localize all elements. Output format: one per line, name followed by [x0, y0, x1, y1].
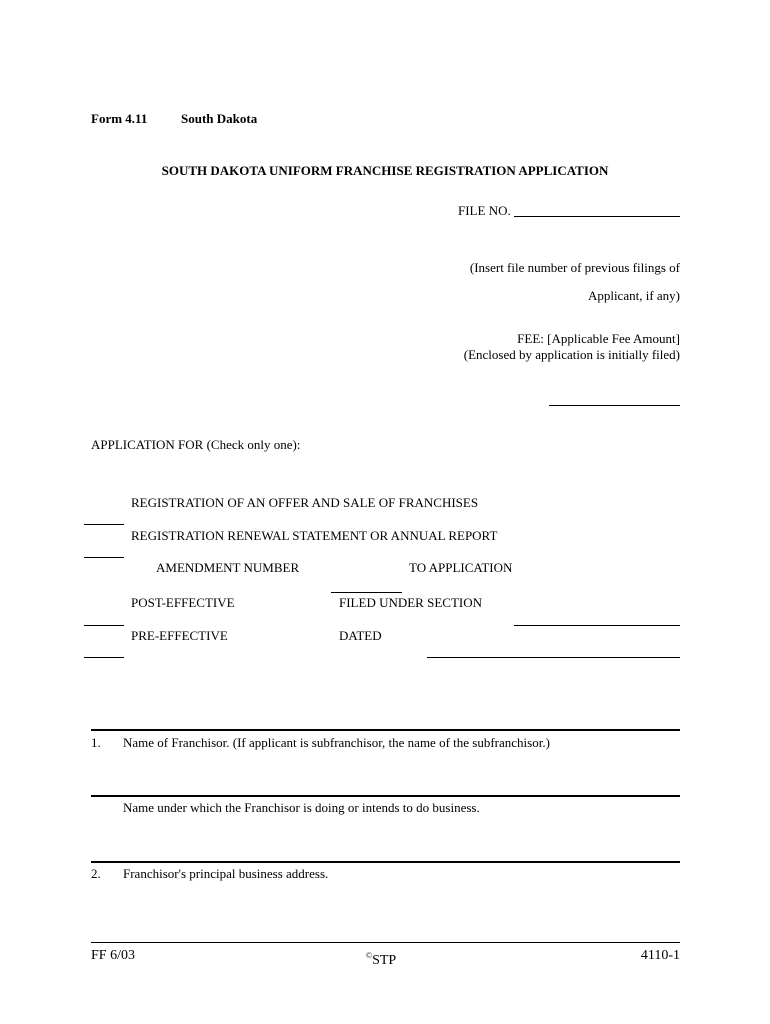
footer-left: FF 6/03 [91, 948, 135, 963]
copyright-symbol: © [366, 951, 373, 960]
checkbox-post-effective[interactable] [84, 625, 124, 626]
checkbox-registration-offer[interactable] [84, 524, 124, 525]
file-no-field[interactable] [514, 216, 680, 217]
item1-number: 1. [91, 735, 101, 750]
file-no-note-line2: Applicant, if any) [587, 288, 680, 303]
franchisor-name-field[interactable] [91, 729, 680, 731]
item2-label: Franchisor's principal business address. [123, 866, 329, 881]
footer-rule [91, 942, 680, 943]
footer-center [366, 948, 396, 969]
option-registration-offer: REGISTRATION OF AN OFFER AND SALE OF FRANCHISES [131, 495, 479, 510]
file-no-note-line1: (Insert file number of previous filings of [469, 260, 680, 275]
fee-line2: (Enclosed by application is initially filed) [463, 347, 680, 362]
filed-under-section-field[interactable] [514, 625, 680, 626]
footer-center-text: STP [372, 953, 397, 968]
post-effective-label: POST-EFFECTIVE [131, 595, 235, 610]
item1-label: Name of Franchisor. (If applicant is subfranchisor, the name of the subfranchisor.) [123, 735, 550, 750]
amendment-number-field[interactable] [331, 592, 402, 593]
application-for-label: APPLICATION FOR (Check only one): [91, 437, 301, 452]
fee-line1: FEE: [Applicable Fee Amount] [517, 331, 680, 346]
option-renewal-statement: REGISTRATION RENEWAL STATEMENT OR ANNUAL REPORT [131, 528, 498, 543]
state-name: South Dakota [181, 111, 258, 126]
form-number: Form 4.11 [91, 111, 148, 126]
business-address-field[interactable] [91, 861, 680, 863]
page-title: SOUTH DAKOTA UNIFORM FRANCHISE REGISTRATION APPLICATION [161, 163, 609, 178]
checkbox-renewal-statement[interactable] [84, 557, 124, 558]
pre-effective-label: PRE-EFFECTIVE [131, 628, 228, 643]
filed-under-section-label: FILED UNDER SECTION [339, 595, 482, 610]
item2-number: 2. [91, 866, 101, 881]
to-application-label: TO APPLICATION [409, 560, 513, 575]
checkbox-pre-effective[interactable] [84, 657, 124, 658]
dated-label: DATED [339, 628, 382, 643]
dated-field[interactable] [427, 657, 680, 658]
amendment-number-label: AMENDMENT NUMBER [156, 560, 300, 575]
item1b-label: Name under which the Franchisor is doing or intends to do business. [123, 800, 480, 815]
file-no-label: FILE NO. [458, 203, 511, 218]
fee-amount-field[interactable] [549, 405, 680, 406]
footer-right: 4110-1 [640, 948, 680, 963]
business-name-field[interactable] [91, 795, 680, 797]
